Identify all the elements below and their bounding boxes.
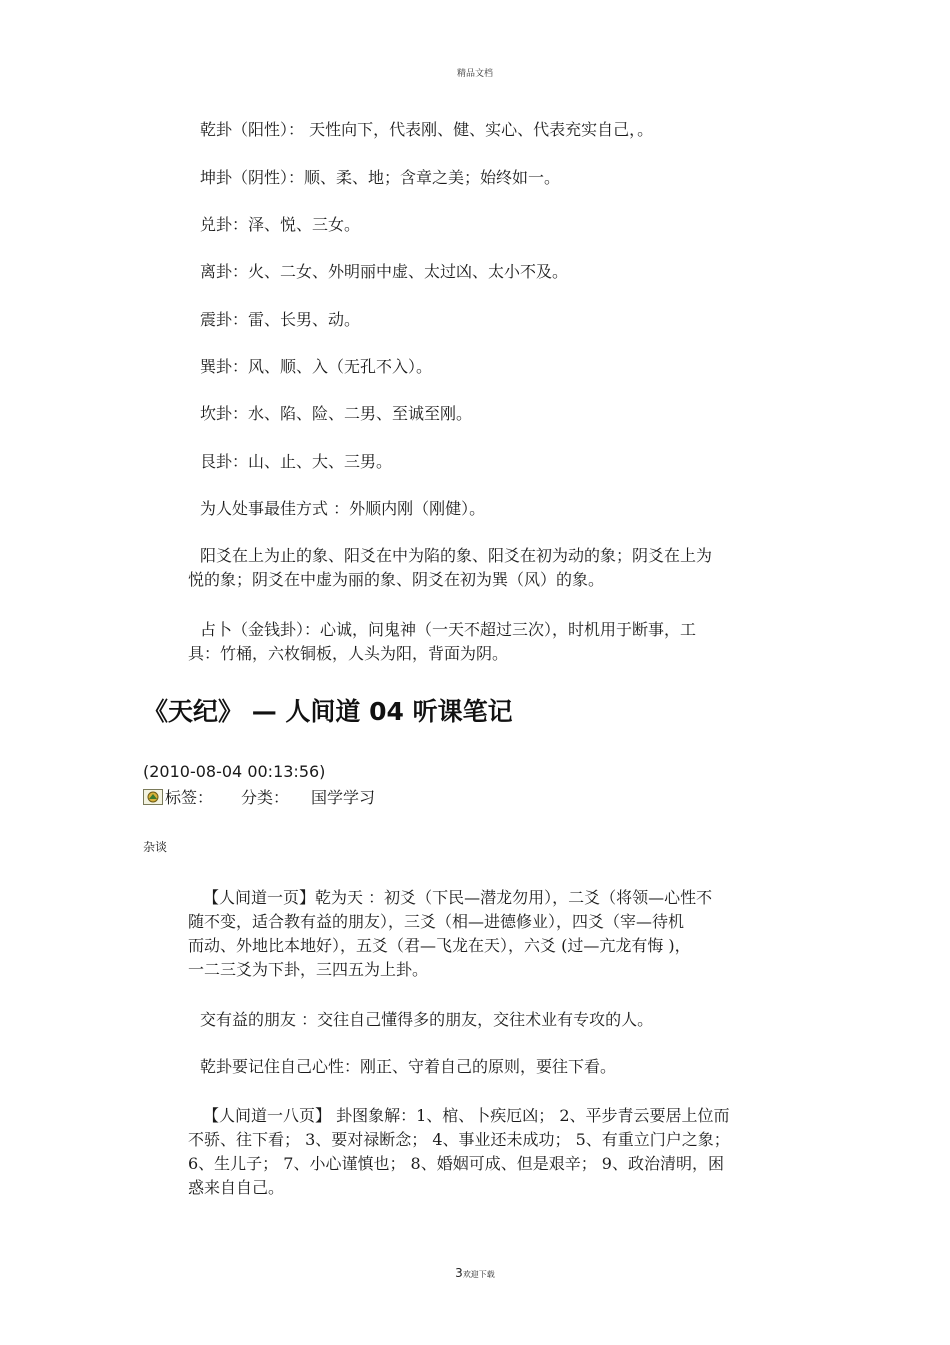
- paragraph-page1-line3: 而动、外地比本地好），五爻（君—飞龙在天），六爻 (过—亢龙有悔 )，: [188, 936, 691, 955]
- paragraph-friends: 交有益的朋友 ：交往自己懂得多的朋友，交往术业有专攻的人。: [200, 1010, 654, 1029]
- article-title: 《天纪》 — 人间道 04 听课笔记: [143, 697, 513, 726]
- paragraph-page18-line1: 【人间道一八页】 卦图象解：1、棺、卜疾厄凶； 2、平步青云要居上位而: [203, 1106, 730, 1125]
- page-footer: [0, 1262, 950, 1281]
- paragraph-page18-line2: 不骄、往下看； 3、要对禄断念； 4、事业还未成功； 5、有重立门户之象；: [188, 1130, 730, 1149]
- paragraph-page1-line2: 随不变，适合教有益的朋友），三爻（相—进德修业），四爻（宰—待机: [188, 912, 685, 931]
- page-header: 精品文档: [456, 69, 493, 79]
- paragraph-conduct: 为人处事最佳方式 ：外顺内刚（刚健）。: [200, 499, 486, 518]
- article-datetime: (2010-08-04 00:13:56): [143, 762, 326, 781]
- category-link[interactable]: 国学学习: [311, 788, 376, 807]
- paragraph-kan: 坎卦：水、陷、险、二男、至诚至刚。: [200, 404, 473, 423]
- paragraph-divination-line1: 占卜（金钱卦）：心诚，问鬼神（一天不超过三次），时机用于断事，工: [200, 620, 697, 639]
- paragraph-yao-line2: 悦的象；阴爻在中虚为丽的象、阴爻在初为巽（风）的象。: [188, 570, 605, 589]
- paragraph-gen: 艮卦：山、止、大、三男。: [200, 452, 393, 471]
- paragraph-page18-line3: 6、生儿子； 7、小心谨慎也； 8、婚姻可成、但是艰辛； 9、政治清明，困: [188, 1154, 724, 1173]
- tags-label: 标签：: [165, 788, 214, 807]
- paragraph-yao-line1: 阳爻在上为止的象、阳爻在中为陷的象、阳爻在初为动的象；阴爻在上为: [200, 546, 713, 565]
- paragraph-qian: 乾卦（阳性）： 天性向下，代表刚、健、实心、代表充实自己，。: [200, 120, 654, 139]
- paragraph-qian-mind: 乾卦要记住自己心性：刚正、守着自己的原则，要往下看。: [200, 1057, 617, 1076]
- paragraph-page1-line4: 一二三爻为下卦，三四五为上卦。: [188, 960, 429, 979]
- page-number: 3: [455, 1266, 463, 1280]
- tag-value[interactable]: 杂谈: [143, 840, 168, 854]
- paragraph-zhen: 震卦：雷、长男、动。: [200, 310, 361, 329]
- tag-icon: [143, 789, 163, 805]
- category-label: 分类：: [241, 788, 290, 807]
- paragraph-li: 离卦：火、二女、外明丽中虚、太过凶、太小不及。: [200, 262, 569, 281]
- paragraph-dui: 兑卦：泽、悦、三女。: [200, 215, 361, 234]
- paragraph-kun: 坤卦（阴性）：顺、柔、地；含章之美；始终如一。: [200, 168, 561, 187]
- paragraph-page18-line4: 惑来自自己。: [188, 1178, 285, 1197]
- paragraph-xun: 巽卦：风、顺、入（无孔不入）。: [200, 357, 433, 376]
- paragraph-page1-line1: 【人间道一页】乾为天 ：初爻（下民—潜龙勿用），二爻（将领—心性不: [203, 888, 713, 907]
- footer-text: 欢迎下载: [462, 1270, 495, 1279]
- paragraph-divination-line2: 具：竹桶，六枚铜板，人头为阳，背面为阴。: [188, 644, 509, 663]
- article-meta-row: [143, 787, 375, 809]
